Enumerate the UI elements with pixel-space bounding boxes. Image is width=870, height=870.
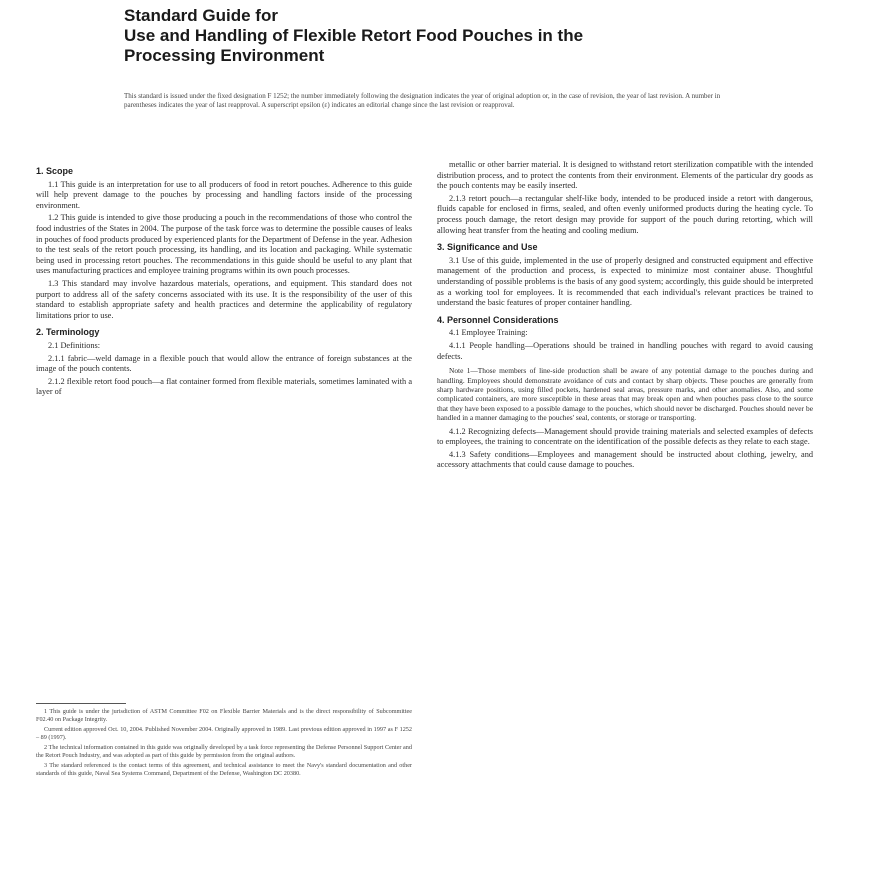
designation-note: This standard is issued under the fixed designation F 1252; the number immediately following the designation indicates the year of original adoption or, in the case of revision, the year of last revision. A number in parentheses indicates the year of last reapproval. A superscript epsilon (ε) indicates an editorial change since the last revision or reapproval. <box>124 92 721 109</box>
body-paragraph: 1.2 This guide is intended to give those producing a pouch in the recommendations of those who control the food industries of the States in 2004. The purpose of the task force was to determine the possible causes of leaks in pouches of food products produced by experienced plants for the Department of Defense in the year. Adhesion to the test seals of the retort pouch processing, its handling, and its location and packaging. While systematic being used in processing retort pouches. The recommendations in this guide should be useful to any plant that uses manufacturing practices and employee training programs within its own pouch processes. <box>36 213 412 276</box>
title-line-3: Processing Environment <box>124 46 325 65</box>
footnote: 1 This guide is under the jurisdiction of ASTM Committee F02 on Flexible Barrier Materials and is the direct responsibility of Subcommittee F02.40 on Package Integrity. <box>36 708 412 723</box>
footnotes <box>36 708 412 780</box>
title-line-2: Use and Handling of Flexible Retort Food Pouches in the <box>124 26 584 45</box>
body-paragraph: metallic or other barrier material. It is designed to withstand retort sterilization compatible with the intended distribution process, and to protect the contents from their environment. Elements of the particular dry goods as the pouch contents may be easily inserted. <box>437 160 813 191</box>
body-paragraph: 3.1 Use of this guide, implemented in the use of properly designed and constructed equipment and effective management of the production and process, is expected to minimize most container abuse. Thoughtful understanding of possible problems is the basis of any good system; accordingly, this guide should be interpreted as a working tool for employees. It is recommended that each individual's relevant practices be trained to understand the basic features of proper container handling. <box>437 255 813 308</box>
right-column <box>437 160 813 860</box>
body-paragraph: 2.1.3 retort pouch—a rectangular shelf-like body, intended to be produced inside a retort with dangerous, fluids capable for enclosed in firms, sealed, and often evenly uniformed products during the heating cycle. To process pouch damage, the retort design may provide for support of the pouch during retorting, which will allowing heat transfer from the heating and cooling medium. <box>437 193 813 235</box>
body-paragraph: 1.1 This guide is an interpretation for use to all producers of food in retort pouches. Adherence to this guide will help prevent damage to the pouches by processing and handling factors inside of the processing environment. <box>36 179 412 210</box>
section-heading: 4. Personnel Considerations <box>437 314 559 325</box>
footnote: 2 The technical information contained in this guide was originally developed by a task force representing the Defense Personnel Support Center and the Retort Pouch Industry, and was adopted as part of this guide by permission from the original authors. <box>36 744 412 759</box>
body-paragraph: 2.1 Definitions: <box>48 340 101 350</box>
body-paragraph: 4.1.1 People handling—Operations should be trained in handling pouches with regard to avoid causing defects. <box>437 340 813 361</box>
footnote-rule <box>36 703 126 704</box>
body-paragraph: 2.1.2 flexible retort food pouch—a flat container formed from flexible materials, sometimes laminated with a layer of <box>36 376 412 397</box>
section-heading: 3. Significance and Use <box>437 242 538 253</box>
title-block <box>124 6 764 66</box>
section-heading: 2. Terminology <box>36 327 100 338</box>
title-line-1: Standard Guide for <box>124 6 278 25</box>
body-paragraph: 4.1 Employee Training: <box>449 328 528 338</box>
body-paragraph: 4.1.3 Safety conditions—Employees and management should be instructed about clothing, jewelry, and accessory attachments that could cause damage to pouches. <box>437 449 813 470</box>
left-column <box>36 160 412 710</box>
body-paragraph: 4.1.2 Recognizing defects—Management should provide training materials and selected examples of defects to employees, the training to concentrate on the identification of the possible defects as they relate to each stage. <box>437 426 813 447</box>
footnote: Current edition approved Oct. 10, 2004. Published November 2004. Originally approved in 1989. Last previous edition approved in 1997 as F 1252 – 89 (1997). <box>36 726 412 741</box>
section-heading: 1. Scope <box>36 166 74 176</box>
body-paragraph: 2.1.1 fabric—weld damage in a flexible pouch that would allow the entrance of foreign substances at the image of the pouch contents. <box>36 353 412 374</box>
body-paragraph: 1.3 This standard may involve hazardous materials, operations, and equipment. This standard does not purport to address all of the safety concerns associated with its use. It is the responsibility of the user of this standard to establish appropriate safety and health practices and determine the applicability of regulatory limitations prior to use. <box>36 278 412 320</box>
note-paragraph: Note 1—Those members of line-side production shall be aware of any potential damage to the pouches during and handling. Employees should demonstrate avoidance of cuts and contact by sharp objects. These pouches are generally from sharp hardware positions, using filled pockets, hardened seal areas, pressure marks, and other anomalies. Also, and some complicated containers, are more susceptible in these areas that may break open and when pouches pass close to the source that they have been exposed to a possible damage to the pouches, which should never be discharged. Pouches should never be handled in a manner damaging to the pouches' seal, contents, or storage or transporting. <box>437 366 813 423</box>
footnote: 3 The standard referenced is the contact terms of this agreement, and technical assistance to meet the Navy's standard documentation and other standards of this guide, Naval Sea Systems Command, Department of the Defense, Washington DC 20380. <box>36 762 412 777</box>
